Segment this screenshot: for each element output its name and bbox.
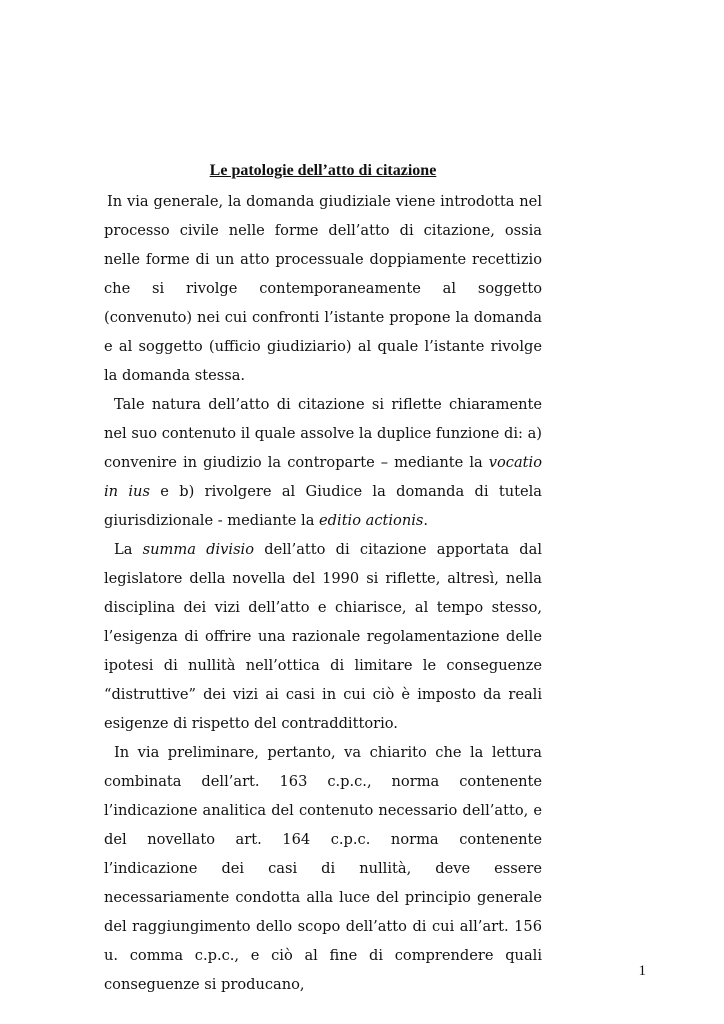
term-vocatio-in-ius: vocatio in ius [104,454,542,500]
paragraph-4: In via preliminare, pertanto, va chiarito che la lettura combinata dell’art. 163 c.p.c., norma contenente l’indicazione analitica del contenuto necessario dell’atto, e del novellato art. 164 c.p.c. norma contenente l’indicazione dei casi di nullità, deve essere necessariamente condotta alla luce del principio generale del raggiungimento dello scopo dell’atto di cui all’art. 156 u. comma c.p.c., e ciò al fine di comprendere quali conseguenze si producano, [104,744,542,993]
document-title: Le patologie dell’atto di citazione [209,162,437,179]
term-summa-divisio: summa divisio [142,541,255,558]
term-editio-actionis: editio actionis [319,512,424,529]
paragraph-2 [104,390,542,535]
paragraph-2-text-a: Tale natura dell’atto di citazione si riflette chiaramente nel suo contenuto il quale assolve la duplice funzione di: a) convenire in giudizio la controparte – mediante la [104,396,542,471]
document-body [104,187,542,999]
paragraph-1: In via generale, la domanda giudiziale viene introdotta nel processo civile nelle forme dell’atto di citazione, ossia nelle forme di un atto processuale doppiamente recettizio che si rivolge contemporaneamente al soggetto (convenuto) nei cui confronti l’istante propone la domanda e al soggetto (ufficio giudiziario) al quale l’istante rivolge la domanda stessa. [104,193,542,384]
paragraph-3 [104,535,542,738]
paragraph-3-text-a: La [114,541,143,558]
paragraph-2-text-c: . [423,512,429,529]
paragraph-3-text-b: dell’atto di citazione apportata dal legislatore della novella del 1990 si riflette, altresì, nella disciplina dei vizi dell’atto e chiarisce, al tempo stesso, l’esigenza di offrire una razionale regolamentazione delle ipotesi di nullità nell’ottica di limitare le conseguenze “distruttive” dei vizi ai casi in cui ciò è imposto da reali esigenze di rispetto del contraddittorio. [104,541,542,732]
page-number: 1 [638,963,646,979]
paragraph-2-text-b: e b) rivolgere al Giudice la domanda di tutela giurisdizionale - mediante la [104,483,542,529]
